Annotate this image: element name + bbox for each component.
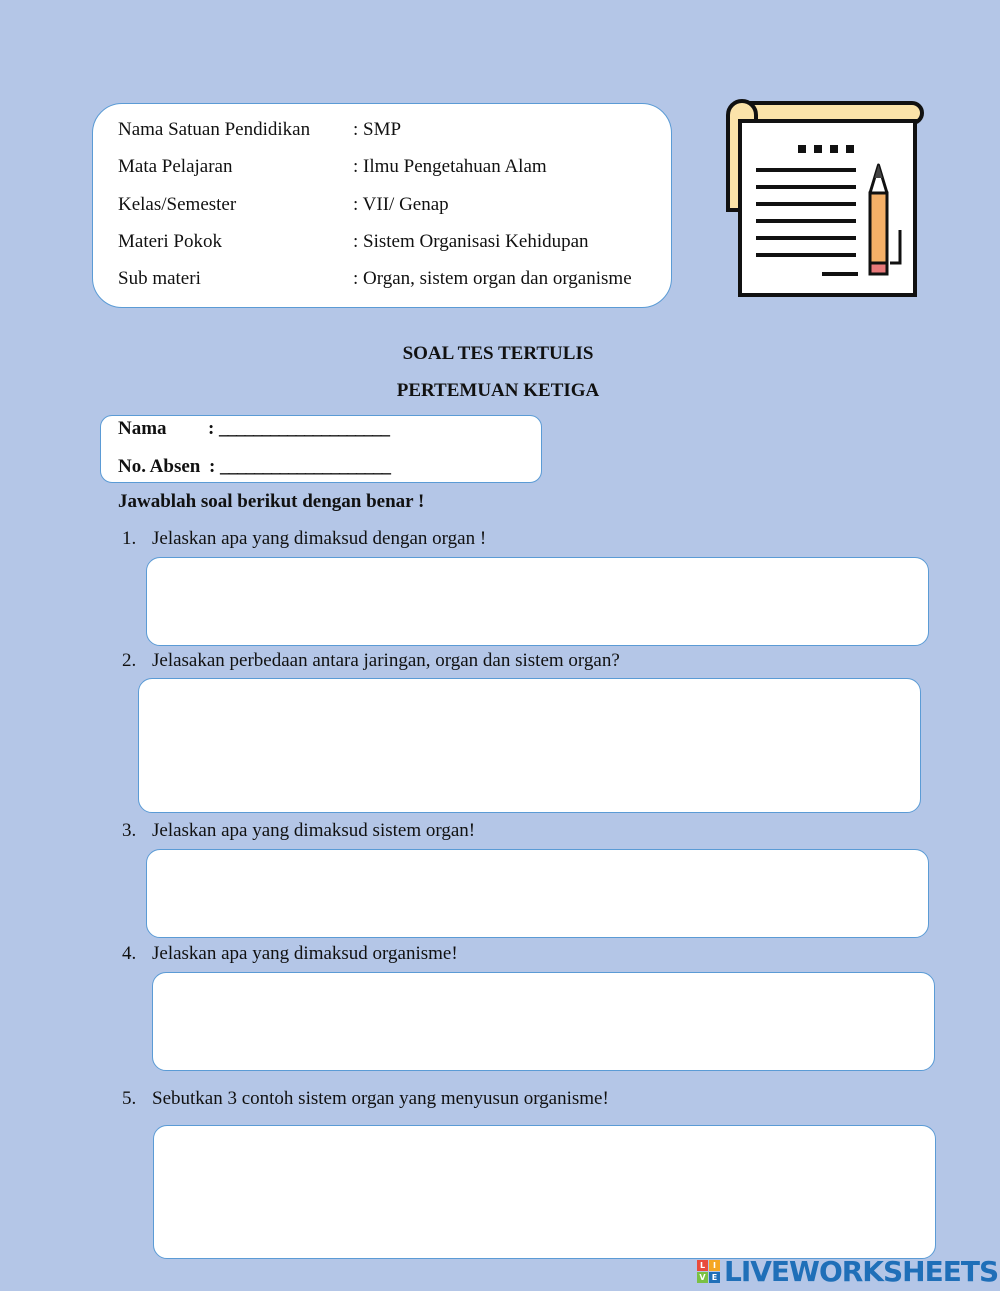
info-value: : Ilmu Pengetahuan Alam — [353, 156, 547, 177]
info-value: : Organ, sistem organ dan organisme — [353, 268, 632, 289]
absen-colon: : — [209, 456, 216, 477]
question-number: 5. — [122, 1088, 137, 1109]
meeting-title: PERTEMUAN KETIGA — [396, 380, 600, 401]
instruction-text: Jawablah soal berikut dengan benar ! — [118, 491, 425, 512]
test-title: SOAL TES TERTULIS — [402, 343, 594, 364]
question-text: Sebutkan 3 contoh sistem organ yang menyusun organisme! — [152, 1088, 609, 1109]
question-number: 1. — [122, 528, 137, 549]
question-number: 4. — [122, 943, 137, 964]
logo-square: I — [709, 1260, 720, 1271]
info-label: Mata Pelajaran — [118, 156, 233, 177]
info-value: : VII/ Genap — [353, 194, 449, 215]
question-2 — [122, 650, 620, 672]
logo-square: E — [709, 1272, 720, 1283]
name-colon: : — [208, 418, 215, 439]
logo-text: LIVEWORKSHEETS — [724, 1254, 999, 1288]
answer-box-1[interactable] — [146, 557, 929, 646]
question-4 — [122, 943, 458, 965]
school-info-box — [92, 103, 672, 308]
name-field[interactable]: ____________________ — [219, 418, 389, 439]
question-text: Jelaskan apa yang dimaksud sistem organ! — [152, 820, 476, 841]
question-number: 2. — [122, 650, 137, 671]
document-with-pencil-icon — [722, 95, 927, 305]
question-5 — [122, 1088, 609, 1110]
logo-squares-icon — [697, 1260, 720, 1283]
name-label: Nama — [118, 418, 167, 439]
info-value: : Sistem Organisasi Kehidupan — [353, 231, 589, 252]
answer-box-4[interactable] — [152, 972, 935, 1071]
logo-square: V — [697, 1272, 708, 1283]
info-value: : SMP — [353, 119, 402, 140]
absen-field[interactable]: ____________________ — [220, 456, 390, 477]
answer-box-3[interactable] — [146, 849, 929, 938]
liveworksheets-logo — [697, 1256, 998, 1286]
answer-box-2[interactable] — [138, 678, 921, 813]
logo-square: L — [697, 1260, 708, 1271]
question-text: Jelaskan apa yang dimaksud dengan organ ! — [152, 528, 487, 549]
info-label: Sub materi — [118, 268, 201, 289]
answer-box-5[interactable] — [153, 1125, 936, 1259]
info-label: Nama Satuan Pendidikan — [118, 119, 311, 140]
info-label: Materi Pokok — [118, 231, 222, 252]
absen-label: No. Absen — [118, 456, 201, 477]
question-1 — [122, 528, 486, 550]
question-text: Jelaskan apa yang dimaksud organisme! — [152, 943, 458, 964]
question-text: Jelasakan perbedaan antara jaringan, organ dan sistem organ? — [152, 650, 620, 671]
info-label: Kelas/Semester — [118, 194, 237, 215]
question-number: 3. — [122, 820, 137, 841]
student-info-box — [100, 415, 542, 483]
question-3 — [122, 820, 475, 842]
